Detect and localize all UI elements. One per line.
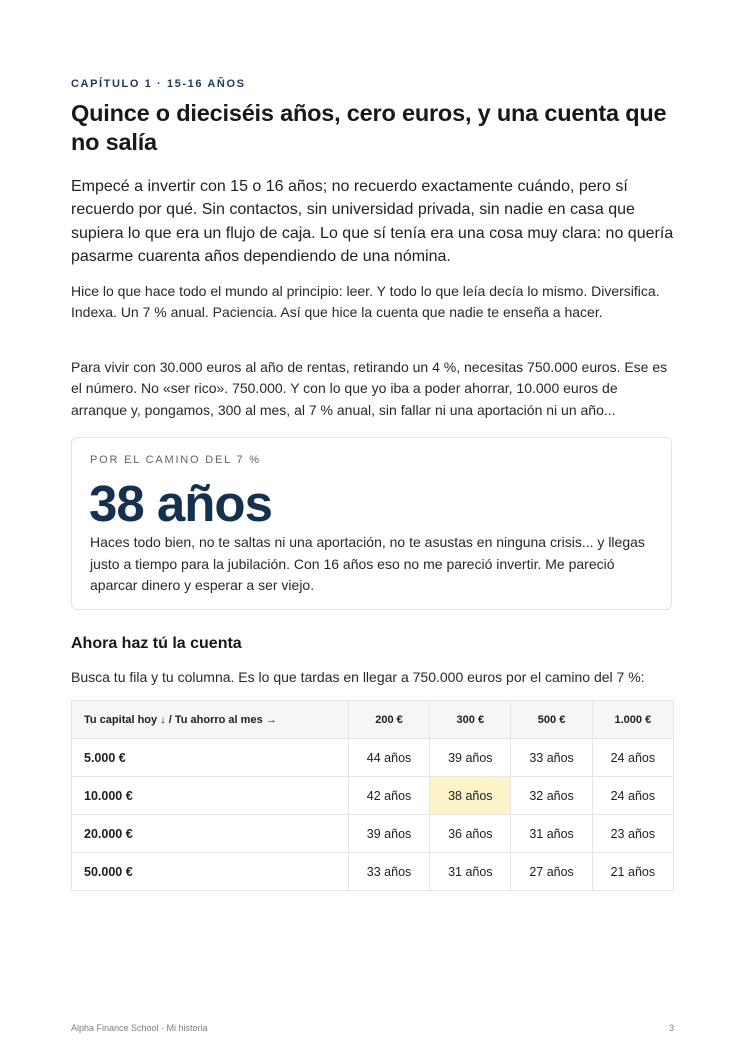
- table-cell: 39 años: [430, 739, 511, 777]
- table-cell: 23 años: [592, 815, 673, 853]
- row-header: 5.000 €: [72, 739, 349, 777]
- body-paragraph-2: Para vivir con 30.000 euros al año de rentas, retirando un 4 %, necesitas 750.000 euros. Ese es el número. No «ser rico». 750.000. Y con lo que yo iba a poder ahorrar, 10.000 euros de arranque y, pongamos, 300 al mes, al 7 % anual, sin fallar ni una aportación ni un año...: [71, 359, 668, 418]
- table-row: [72, 815, 674, 853]
- table-cell: 44 años: [348, 739, 429, 777]
- callout-value: 38 años: [89, 475, 272, 532]
- body-paragraph-1: Hice lo que hace todo el mundo al principio: leer. Y todo lo que leía decía lo mismo. Diversifica. Indexa. Un 7 % anual. Paciencia. Así que hice la cuenta que nadie te enseña a hacer.: [71, 283, 660, 321]
- table-cell: 21 años: [592, 853, 673, 891]
- table-cell: 31 años: [430, 853, 511, 891]
- exercise-heading: Ahora haz tú la cuenta: [71, 635, 242, 652]
- callout-text: Haces todo bien, no te saltas ni una aportación, no te asustas en ninguna crisis... y llegas justo a tiempo para la jubilación. Con 16 años eso no me pareció invertir. Me pareció aparcar dinero y esperar a ser viejo.: [90, 534, 645, 593]
- column-header: 300 €: [430, 701, 511, 739]
- column-header: 200 €: [348, 701, 429, 739]
- row-header: 50.000 €: [72, 853, 349, 891]
- column-header: 1.000 €: [592, 701, 673, 739]
- result-callout: [71, 437, 672, 610]
- table-cell: 42 años: [348, 777, 429, 815]
- table-cell: 24 años: [592, 739, 673, 777]
- table-row: [72, 777, 674, 815]
- row-header: 20.000 €: [72, 815, 349, 853]
- exercise-instructions: Busca tu fila y tu columna. Es lo que tardas en llegar a 750.000 euros por el camino del 7 %:: [71, 669, 645, 685]
- table-cell: 31 años: [511, 815, 592, 853]
- table-cell: 32 años: [511, 777, 592, 815]
- chapter-title: Quince o dieciséis años, cero euros, y una cuenta que no salía: [71, 100, 667, 155]
- table-header-row: [72, 701, 674, 739]
- table-cell: 36 años: [430, 815, 511, 853]
- table-row: [72, 853, 674, 891]
- table-cell: 33 años: [511, 739, 592, 777]
- table-cell: 39 años: [348, 815, 429, 853]
- lead-paragraph: Empecé a invertir con 15 o 16 años; no recuerdo exactamente cuándo, pero sí recuerdo por qué. Sin contactos, sin universidad privada, sin nadie en casa que supiera lo que era un flujo de caja. Lo que sí tenía era una cosa muy clara: no quería pasarme cuarenta años dependiendo de una nómina.: [71, 178, 674, 265]
- years-table: [71, 700, 674, 891]
- footer-source: Alpha Finance School · Mi historia: [71, 1023, 208, 1033]
- table-cell: 27 años: [511, 853, 592, 891]
- table-row: [72, 739, 674, 777]
- column-header: 500 €: [511, 701, 592, 739]
- highlighted-cell: 38 años: [430, 777, 511, 815]
- page-number: 3: [668, 1023, 674, 1033]
- table-cell: 33 años: [348, 853, 429, 891]
- chapter-kicker: CAPÍTULO 1 · 15-16 AÑOS: [71, 78, 246, 90]
- table-corner-header: Tu capital hoy ↓ / Tu ahorro al mes →: [72, 701, 349, 739]
- table-cell: 24 años: [592, 777, 673, 815]
- callout-label: POR EL CAMINO DEL 7 %: [90, 454, 261, 466]
- row-header: 10.000 €: [72, 777, 349, 815]
